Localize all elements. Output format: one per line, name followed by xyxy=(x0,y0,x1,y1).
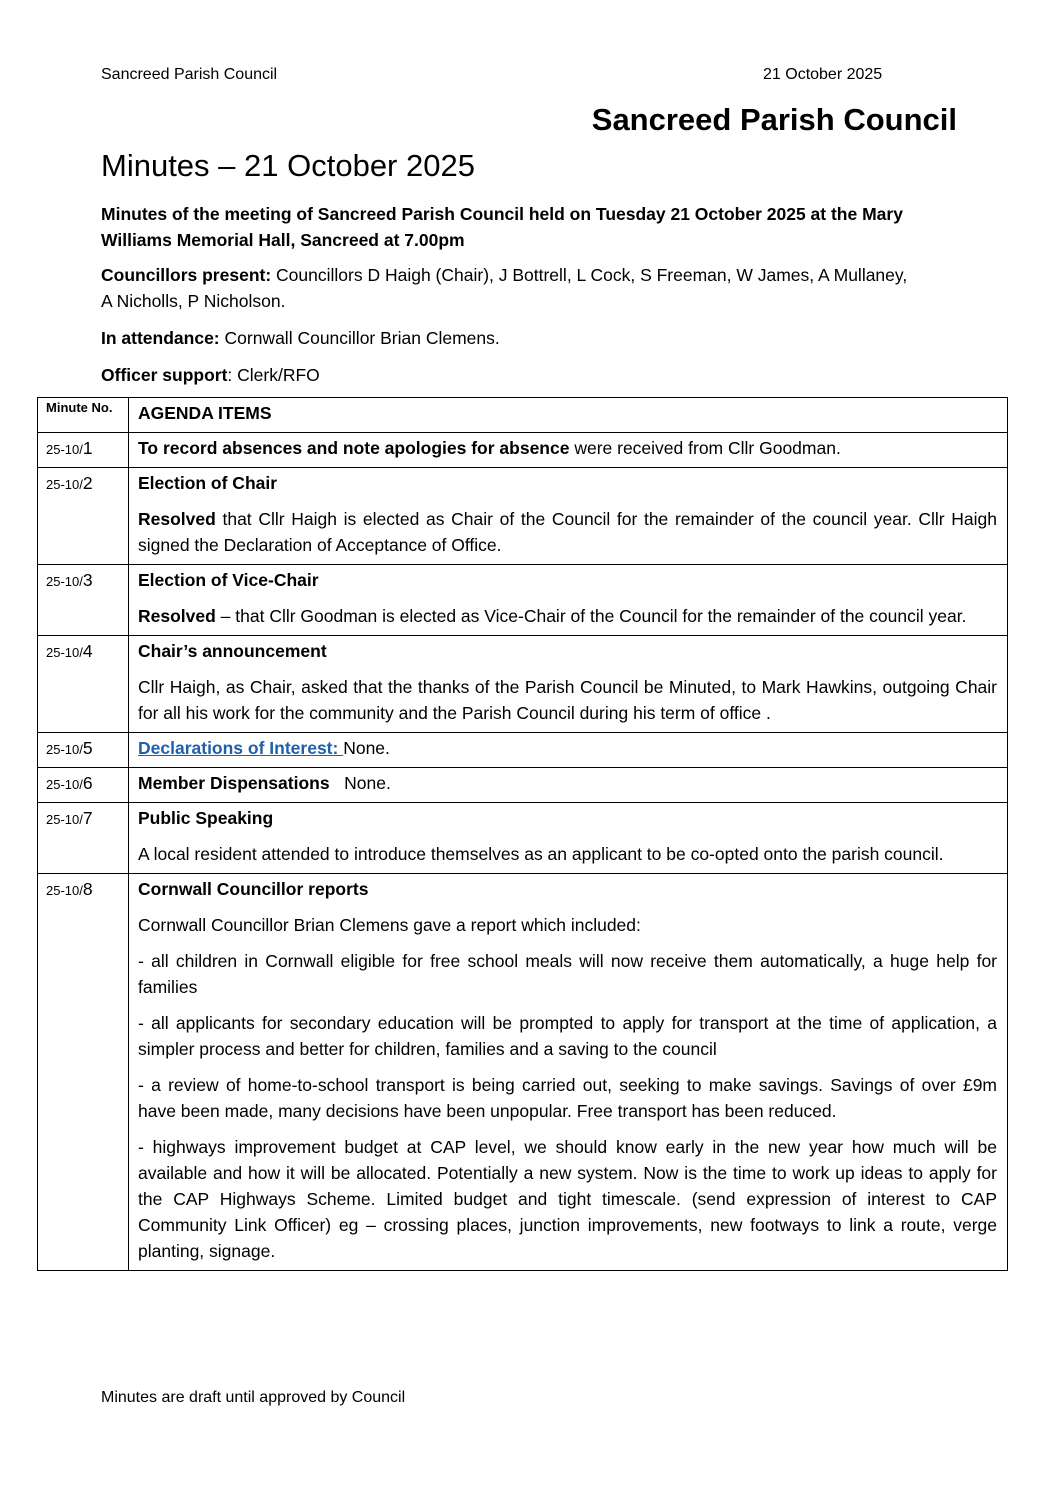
item-title: Election of Vice-Chair xyxy=(138,570,319,590)
minute-prefix: 25-10/ xyxy=(46,742,83,757)
item-body-text: that Cllr Haigh is elected as Chair of the Council for the remainder of the council year. Cllr Haigh signed the Declaration of Acceptance of Office. xyxy=(138,509,997,555)
minute-suffix: 8 xyxy=(82,879,93,899)
table-row xyxy=(38,733,1008,768)
declarations-of-interest-link[interactable]: Declarations of Interest: xyxy=(138,738,344,758)
minute-prefix: 25-10/ xyxy=(46,883,83,898)
minute-number xyxy=(38,768,129,803)
item-title: Election of Chair xyxy=(138,473,278,493)
item-inline-text: None. xyxy=(343,738,390,758)
intro-paragraph: Minutes of the meeting of Sancreed Parish Council held on Tuesday 21 October 2025 at the Mary Williams Memorial Hall, Sancreed at 7.00pm xyxy=(101,204,903,250)
councillors-label: Councillors present: xyxy=(101,265,272,285)
table-row xyxy=(38,803,1008,874)
attendance-label: In attendance: xyxy=(101,328,220,348)
report-point: - a review of home-to-school transport is being carried out, seeking to make savings. Savings of over £9m have been made, many decisions have been unpopular. Free transport has been reduced. xyxy=(138,1075,997,1121)
item-body: A local resident attended to introduce themselves as an applicant to be co-opted onto the parish council. xyxy=(138,844,944,864)
minute-prefix: 25-10/ xyxy=(46,645,83,660)
minute-suffix: 5 xyxy=(82,738,93,758)
item-body xyxy=(138,506,997,558)
item-body: Cllr Haigh, as Chair, asked that the thanks of the Parish Council be Minuted, to Mark Hawkins, outgoing Chair for all his work for the community and the Parish Council during his term of office . xyxy=(138,677,997,723)
item-inline-text: were received from Cllr Goodman. xyxy=(569,438,841,458)
councillors-present xyxy=(101,262,921,314)
minute-number xyxy=(38,468,129,565)
officer-value: : Clerk/RFO xyxy=(227,365,320,385)
minute-suffix: 7 xyxy=(82,808,93,828)
in-attendance xyxy=(101,325,921,351)
minute-prefix: 25-10/ xyxy=(46,777,83,792)
officer-support xyxy=(101,362,921,388)
item-title: Member Dispensations xyxy=(138,773,330,793)
item-title: To record absences and note apologies for absence xyxy=(138,438,570,458)
table-row xyxy=(38,874,1008,1271)
agenda-item xyxy=(129,768,1008,803)
agenda-table xyxy=(37,397,1008,1271)
report-point: - all applicants for secondary education will be prompted to apply for transport at the time of application, a simpler process and better for children, families and a saving to the council xyxy=(138,1013,997,1059)
item-body: Cornwall Councillor Brian Clemens gave a report which included: xyxy=(138,915,641,935)
table-row xyxy=(38,468,1008,565)
minute-suffix: 2 xyxy=(82,473,93,493)
table-row xyxy=(38,565,1008,636)
agenda-item xyxy=(129,733,1008,768)
item-title: Cornwall Councillor reports xyxy=(138,879,369,899)
item-body-text: – that Cllr Goodman is elected as Vice-Chair of the Council for the remainder of the council year. xyxy=(215,606,967,626)
item-title: Public Speaking xyxy=(138,808,274,828)
table-row xyxy=(38,768,1008,803)
minute-prefix: 25-10/ xyxy=(46,442,83,457)
agenda-item xyxy=(129,433,1008,468)
agenda-item xyxy=(129,636,1008,733)
minute-number xyxy=(38,565,129,636)
agenda-item xyxy=(129,565,1008,636)
page-title: Minutes – 21 October 2025 xyxy=(101,148,475,183)
item-body xyxy=(138,603,997,629)
councillors-value: Councillors D Haigh (Chair), J Bottrell, L Cock, S Freeman, W James, A Mullaney, A Nicholls, P Nicholson. xyxy=(101,265,908,311)
running-header-date: 21 October 2025 xyxy=(763,66,883,83)
resolved-label: Resolved xyxy=(138,509,216,529)
agenda-item xyxy=(129,468,1008,565)
agenda-item xyxy=(129,803,1008,874)
minute-number xyxy=(38,636,129,733)
page-footer: Minutes are draft until approved by Council xyxy=(101,1389,406,1406)
col-header-minute-no: Minute No. xyxy=(38,398,129,433)
item-title: Chair’s announcement xyxy=(138,641,327,661)
org-title: Sancreed Parish Council xyxy=(591,102,957,137)
minute-suffix: 1 xyxy=(82,438,93,458)
minute-suffix: 6 xyxy=(82,773,93,793)
minute-prefix: 25-10/ xyxy=(46,812,83,827)
col-header-agenda-items: AGENDA ITEMS xyxy=(129,398,1008,433)
minute-number xyxy=(38,874,129,1271)
report-point: - all children in Cornwall eligible for free school meals will now receive them automatically, a huge help for families xyxy=(138,951,997,997)
report-point: - highways improvement budget at CAP level, we should know early in the new year how much will be available and how it will be allocated. Potentially a new system. Now is the time to work up ideas to apply for the CAP Highways Scheme. Limited budget and tight timescale. (send expression of interest to CAP Community Link Officer) eg – crossing places, junction improvements, new footways to link a route, verge planting, signage. xyxy=(138,1137,997,1261)
agenda-item xyxy=(129,874,1008,1271)
minute-number xyxy=(38,433,129,468)
minute-prefix: 25-10/ xyxy=(46,477,83,492)
minute-number xyxy=(38,733,129,768)
table-row xyxy=(38,636,1008,733)
resolved-label: Resolved xyxy=(138,606,216,626)
minute-suffix: 4 xyxy=(82,641,93,661)
running-header-org: Sancreed Parish Council xyxy=(101,66,278,83)
minute-number xyxy=(38,803,129,874)
item-inline-text: None. xyxy=(329,773,391,793)
minute-prefix: 25-10/ xyxy=(46,574,83,589)
attendance-value: Cornwall Councillor Brian Clemens. xyxy=(219,328,500,348)
minute-suffix: 3 xyxy=(82,570,93,590)
table-header-row xyxy=(38,398,1008,433)
officer-label: Officer support xyxy=(101,365,228,385)
table-row xyxy=(38,433,1008,468)
